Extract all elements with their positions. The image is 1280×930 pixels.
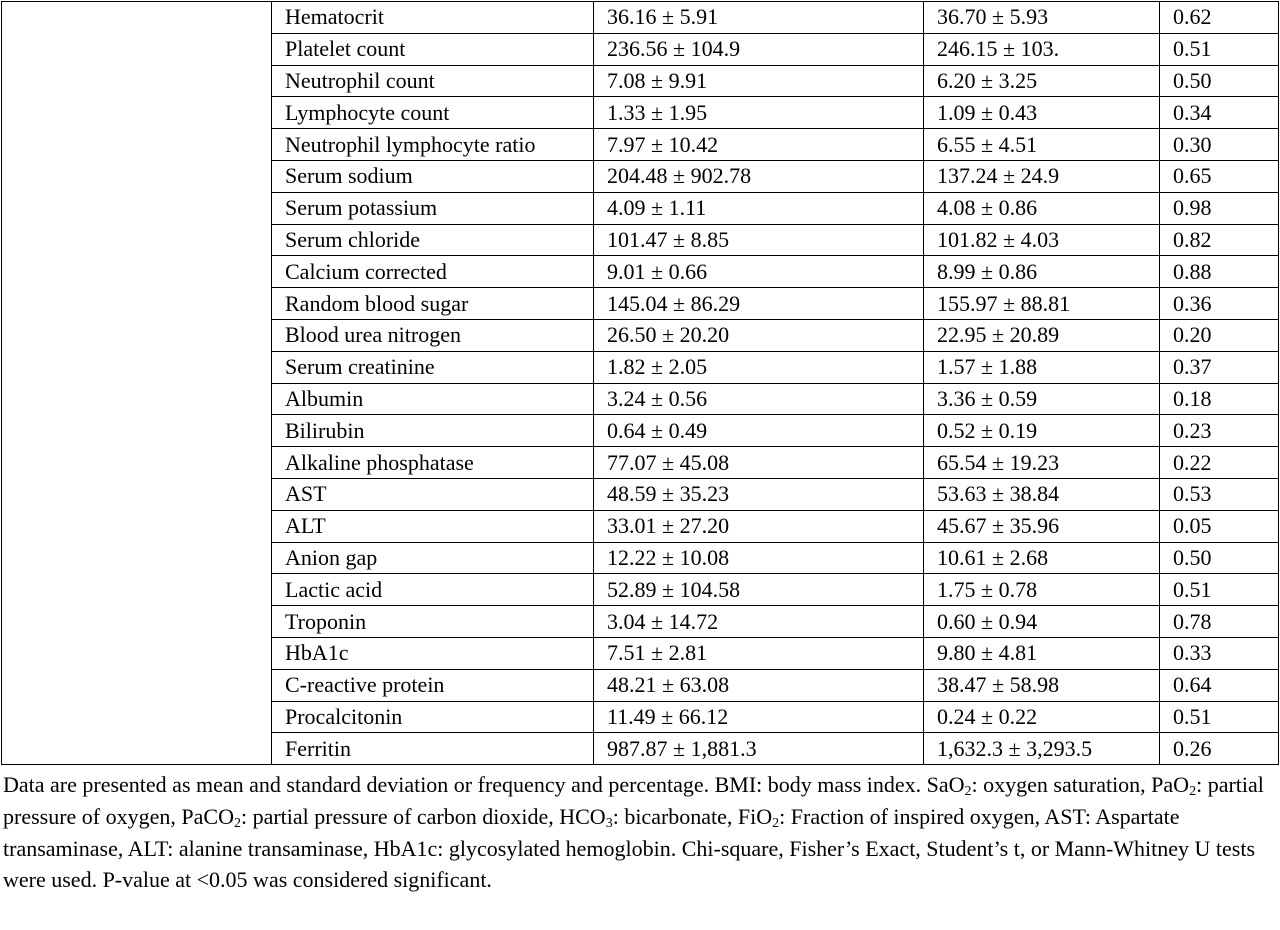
group-b-value-cell: 1.57 ± 1.88 <box>924 351 1160 383</box>
p-value-cell: 0.37 <box>1160 351 1279 383</box>
group-a-value-cell: 11.49 ± 66.12 <box>594 701 924 733</box>
group-b-value-cell: 246.15 ± 103. <box>924 33 1160 65</box>
group-b-value-cell: 4.08 ± 0.86 <box>924 192 1160 224</box>
p-value-cell: 0.22 <box>1160 447 1279 479</box>
p-value-cell: 0.23 <box>1160 415 1279 447</box>
variable-cell: AST <box>272 478 594 510</box>
group-a-value-cell: 9.01 ± 0.66 <box>594 256 924 288</box>
p-value-cell: 0.78 <box>1160 606 1279 638</box>
group-b-value-cell: 101.82 ± 4.03 <box>924 224 1160 256</box>
variable-cell: Lactic acid <box>272 574 594 606</box>
p-value-cell: 0.53 <box>1160 478 1279 510</box>
p-value-cell: 0.50 <box>1160 65 1279 97</box>
group-a-value-cell: 236.56 ± 104.9 <box>594 33 924 65</box>
variable-cell: Hematocrit <box>272 2 594 34</box>
group-a-value-cell: 33.01 ± 27.20 <box>594 510 924 542</box>
footnote-text: : oxygen saturation, PaO <box>971 772 1190 797</box>
variable-cell: Serum chloride <box>272 224 594 256</box>
group-a-value-cell: 4.09 ± 1.11 <box>594 192 924 224</box>
group-a-value-cell: 7.08 ± 9.91 <box>594 65 924 97</box>
p-value-cell: 0.82 <box>1160 224 1279 256</box>
variable-cell: Bilirubin <box>272 415 594 447</box>
table-row <box>2 2 1279 34</box>
p-value-cell: 0.20 <box>1160 319 1279 351</box>
group-b-value-cell: 9.80 ± 4.81 <box>924 637 1160 669</box>
lab-values-table <box>1 1 1279 765</box>
group-b-value-cell: 0.52 ± 0.19 <box>924 415 1160 447</box>
group-a-value-cell: 36.16 ± 5.91 <box>594 2 924 34</box>
table-body <box>2 2 1279 765</box>
group-b-value-cell: 6.20 ± 3.25 <box>924 65 1160 97</box>
group-a-value-cell: 145.04 ± 86.29 <box>594 288 924 320</box>
p-value-cell: 0.33 <box>1160 637 1279 669</box>
p-value-cell: 0.62 <box>1160 2 1279 34</box>
footnote-text: : bicarbonate, FiO <box>612 803 773 829</box>
variable-cell: Calcium corrected <box>272 256 594 288</box>
p-value-cell: 0.26 <box>1160 733 1279 765</box>
p-value-cell: 0.88 <box>1160 256 1279 288</box>
variable-cell: Platelet count <box>272 33 594 65</box>
group-b-value-cell: 3.36 ± 0.59 <box>924 383 1160 415</box>
group-a-value-cell: 1.82 ± 2.05 <box>594 351 924 383</box>
group-a-value-cell: 101.47 ± 8.85 <box>594 224 924 256</box>
variable-cell: Ferritin <box>272 733 594 765</box>
group-b-value-cell: 8.99 ± 0.86 <box>924 256 1160 288</box>
p-value-cell: 0.30 <box>1160 129 1279 161</box>
variable-cell: Troponin <box>272 606 594 638</box>
group-b-value-cell: 1,632.3 ± 3,293.5 <box>924 733 1160 765</box>
footnote-text: Data are presented as mean and standard deviation or frequency and percentage. BMI: body mass index. SaO <box>3 772 965 797</box>
group-b-value-cell: 38.47 ± 58.98 <box>924 669 1160 701</box>
variable-cell: Neutrophil lymphocyte ratio <box>272 129 594 161</box>
variable-cell: Blood urea nitrogen <box>272 319 594 351</box>
variable-cell: Neutrophil count <box>272 65 594 97</box>
group-label-cell <box>2 2 272 765</box>
group-b-value-cell: 65.54 ± 19.23 <box>924 447 1160 479</box>
group-b-value-cell: 1.75 ± 0.78 <box>924 574 1160 606</box>
footnote-text: : partial pressure of oxygen, PaCO <box>3 772 1264 829</box>
p-value-cell: 0.98 <box>1160 192 1279 224</box>
footnote-text: : partial pressure of carbon dioxide, HCO <box>240 803 606 829</box>
footnote-text: : Fraction of inspired oxygen, AST: Aspartate transaminase, ALT: alanine transaminase, HbA1c: glycosylated hemoglobin. Chi-square, Fisher’s Exact, Student’s t, or Mann-Whitney U tests were used. P-value at <0.05 was considered significant. <box>3 803 1256 893</box>
variable-cell: Random blood sugar <box>272 288 594 320</box>
group-b-value-cell: 155.97 ± 88.81 <box>924 288 1160 320</box>
footnote-subscript: 2 <box>1189 784 1197 799</box>
group-b-value-cell: 1.09 ± 0.43 <box>924 97 1160 129</box>
group-a-value-cell: 12.22 ± 10.08 <box>594 542 924 574</box>
p-value-cell: 0.65 <box>1160 160 1279 192</box>
group-b-value-cell: 137.24 ± 24.9 <box>924 160 1160 192</box>
group-b-value-cell: 10.61 ± 2.68 <box>924 542 1160 574</box>
footnote-subscript: 2 <box>772 815 780 831</box>
group-b-value-cell: 22.95 ± 20.89 <box>924 319 1160 351</box>
p-value-cell: 0.51 <box>1160 574 1279 606</box>
variable-cell: Albumin <box>272 383 594 415</box>
variable-cell: Serum sodium <box>272 160 594 192</box>
group-a-value-cell: 7.51 ± 2.81 <box>594 637 924 669</box>
variable-cell: ALT <box>272 510 594 542</box>
variable-cell: Lymphocyte count <box>272 97 594 129</box>
group-b-value-cell: 36.70 ± 5.93 <box>924 2 1160 34</box>
variable-cell: Serum creatinine <box>272 351 594 383</box>
variable-cell: HbA1c <box>272 637 594 669</box>
group-b-value-cell: 0.24 ± 0.22 <box>924 701 1160 733</box>
group-a-value-cell: 3.24 ± 0.56 <box>594 383 924 415</box>
p-value-cell: 0.18 <box>1160 383 1279 415</box>
variable-cell: Anion gap <box>272 542 594 574</box>
p-value-cell: 0.64 <box>1160 669 1279 701</box>
group-a-value-cell: 987.87 ± 1,881.3 <box>594 733 924 765</box>
group-b-value-cell: 6.55 ± 4.51 <box>924 129 1160 161</box>
table-footnote <box>3 769 1277 896</box>
variable-cell: Alkaline phosphatase <box>272 447 594 479</box>
group-a-value-cell: 26.50 ± 20.20 <box>594 319 924 351</box>
footnote-subscript: 3 <box>605 815 613 831</box>
group-a-value-cell: 3.04 ± 14.72 <box>594 606 924 638</box>
group-a-value-cell: 1.33 ± 1.95 <box>594 97 924 129</box>
group-a-value-cell: 52.89 ± 104.58 <box>594 574 924 606</box>
group-a-value-cell: 204.48 ± 902.78 <box>594 160 924 192</box>
variable-cell: C-reactive protein <box>272 669 594 701</box>
group-b-value-cell: 0.60 ± 0.94 <box>924 606 1160 638</box>
group-b-value-cell: 45.67 ± 35.96 <box>924 510 1160 542</box>
group-a-value-cell: 0.64 ± 0.49 <box>594 415 924 447</box>
p-value-cell: 0.05 <box>1160 510 1279 542</box>
p-value-cell: 0.51 <box>1160 33 1279 65</box>
footnote-subscript: 2 <box>233 815 241 831</box>
group-a-value-cell: 48.59 ± 35.23 <box>594 478 924 510</box>
group-a-value-cell: 77.07 ± 45.08 <box>594 447 924 479</box>
footnote-subscript: 2 <box>964 784 972 799</box>
group-b-value-cell: 53.63 ± 38.84 <box>924 478 1160 510</box>
p-value-cell: 0.50 <box>1160 542 1279 574</box>
p-value-cell: 0.34 <box>1160 97 1279 129</box>
p-value-cell: 0.36 <box>1160 288 1279 320</box>
group-a-value-cell: 7.97 ± 10.42 <box>594 129 924 161</box>
group-a-value-cell: 48.21 ± 63.08 <box>594 669 924 701</box>
variable-cell: Procalcitonin <box>272 701 594 733</box>
p-value-cell: 0.51 <box>1160 701 1279 733</box>
variable-cell: Serum potassium <box>272 192 594 224</box>
